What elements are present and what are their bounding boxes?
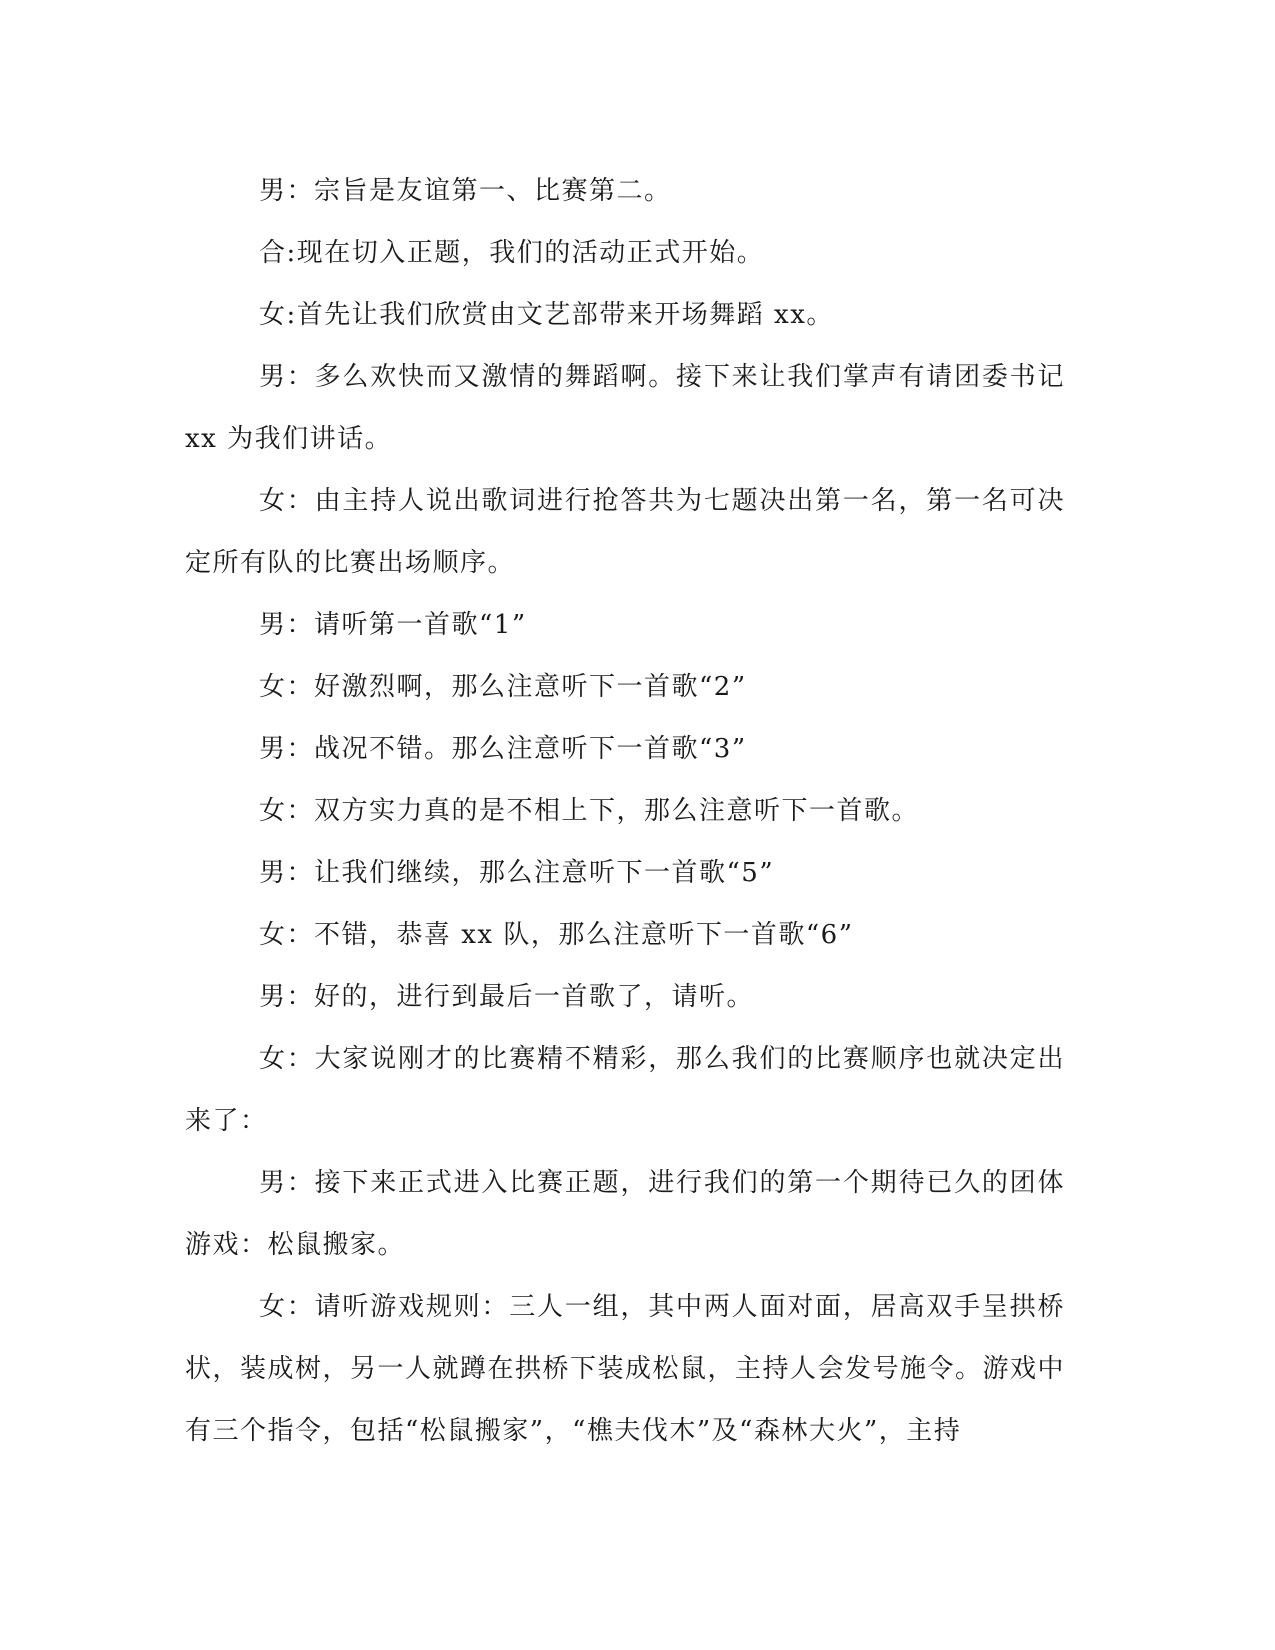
paragraph-15: 女：请听游戏规则：三人一组，其中两人面对面，居高双手呈拱桥状，装成树，另一人就蹲在拱桥下装成松鼠，主持人会发号施令。游戏中有三个指令，包括“松鼠搬家”，“樵夫伐木”及“森林大火”，主持 <box>185 1292 1066 1446</box>
paragraph-7: 女：好激烈啊，那么注意听下一首歌“2” <box>259 672 747 702</box>
paragraph-9: 女：双方实力真的是不相上下，那么注意听下一首歌。 <box>259 796 920 826</box>
paragraph-10: 男：让我们继续，那么注意听下一首歌“5” <box>259 858 775 888</box>
paragraph-13: 女：大家说刚才的比赛精不精彩，那么我们的比赛顺序也就决定出来了： <box>185 1044 1065 1136</box>
paragraph-1: 男：宗旨是友谊第一、比赛第二。 <box>259 176 672 206</box>
paragraph-5: 女：由主持人说出歌词进行抢答共为七题决出第一名，第一名可决定所有队的比赛出场顺序。 <box>185 486 1065 578</box>
paragraph-12: 男：好的，进行到最后一首歌了，请听。 <box>259 982 755 1012</box>
document-body <box>185 160 1065 1462</box>
paragraph-8: 男：战况不错。那么注意听下一首歌“3” <box>259 734 747 764</box>
paragraph-2: 合:现在切入正题，我们的活动正式开始。 <box>259 238 765 268</box>
paragraph-3: 女:首先让我们欣赏由文艺部带来开场舞蹈 xx。 <box>259 300 834 330</box>
paragraph-14: 男：接下来正式进入比赛正题，进行我们的第一个期待已久的团体游戏：松鼠搬家。 <box>185 1168 1065 1260</box>
paragraph-4: 男：多么欢快而又激情的舞蹈啊。接下来让我们掌声有请团委书记 xx 为我们讲话。 <box>185 362 1065 454</box>
paragraph-6: 男：请听第一首歌“1” <box>259 610 527 640</box>
paragraph-11: 女：不错，恭喜 xx 队，那么注意听下一首歌“6” <box>259 920 854 950</box>
